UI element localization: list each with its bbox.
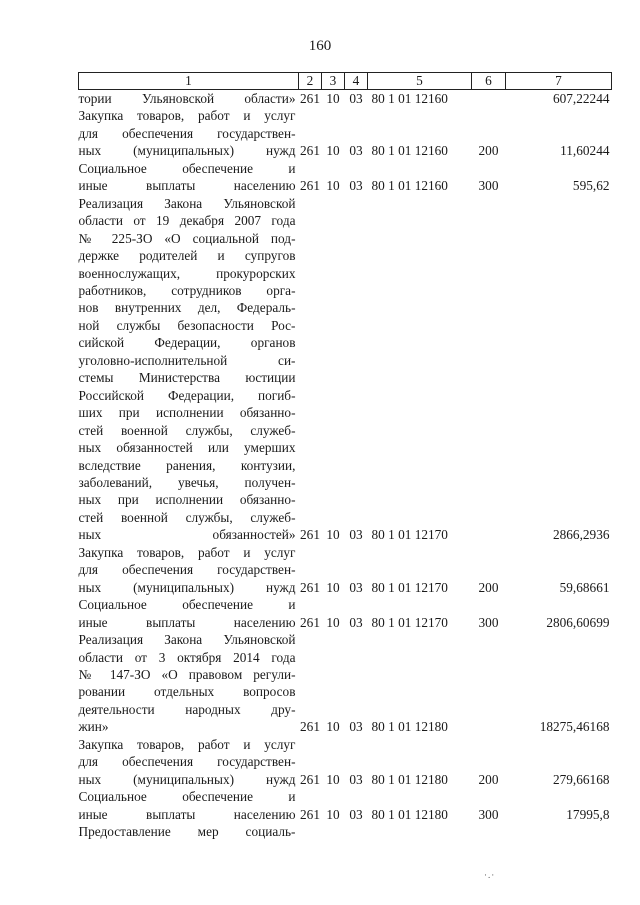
section-code: 10 <box>326 614 340 630</box>
section-code: 10 <box>326 143 340 159</box>
table-row <box>79 788 612 823</box>
expense-type-code <box>472 195 506 544</box>
target-item-code: 80 1 01 12170 <box>371 527 448 543</box>
subsection-code: 03 <box>349 614 363 630</box>
expense-type-code <box>472 823 506 840</box>
description-line: заболеваний, увечья, получен- <box>78 474 296 490</box>
header-col-7: 7 <box>506 73 612 90</box>
table-row <box>79 823 612 840</box>
description-line: ных при исполнении обязанно- <box>78 492 296 508</box>
subsection-code: 03 <box>349 91 363 106</box>
section-code: 10 <box>326 527 340 543</box>
description-line: № 225-ЗО «О социальной под- <box>78 230 296 246</box>
description-line: ровании отдельных вопросов <box>78 684 296 700</box>
description-line: области от 3 октября 2014 года <box>78 649 296 665</box>
table-header-row <box>79 73 612 90</box>
description-line: Социальное обеспечение и <box>78 597 296 613</box>
admin-code: 261 <box>300 806 320 822</box>
target-item-code: 80 1 01 12160 <box>371 178 448 194</box>
row-description <box>79 788 299 823</box>
description-line: для обеспечения государствен- <box>78 754 296 770</box>
admin-code: 261 <box>300 614 320 630</box>
table-row <box>79 596 612 631</box>
description-line: вследствие ранения, контузии, <box>78 457 296 473</box>
subsection-code: 03 <box>349 771 363 787</box>
description-line: Социальное обеспечение и <box>78 789 296 805</box>
admin-code: 261 <box>300 771 320 787</box>
description-line: Предоставление мер социаль- <box>78 824 296 840</box>
row-description <box>79 160 299 195</box>
section-code: 10 <box>326 579 340 595</box>
target-item-code: 80 1 01 12160 <box>371 143 448 159</box>
description-line: иные выплаты населению <box>78 806 296 822</box>
target-item-code: 80 1 01 12180 <box>371 771 448 787</box>
description-line: Реализация Закона Ульяновской <box>78 632 296 648</box>
description-line: Социальное обеспечение и <box>78 160 296 176</box>
description-line: иные выплаты населению <box>78 614 296 630</box>
amount-value: 2806,60699 <box>546 614 610 630</box>
admin-code: 261 <box>300 579 320 595</box>
section-code: 10 <box>326 771 340 787</box>
amount-value: 11,60244 <box>560 143 610 159</box>
section-code: 10 <box>326 91 340 106</box>
description-line: ных обязанностей» <box>78 527 296 543</box>
section-code <box>322 823 345 840</box>
subsection-code <box>345 823 368 840</box>
description-line: стей военной службы, служеб- <box>78 509 296 525</box>
row-description <box>79 736 299 788</box>
row-description <box>79 544 299 596</box>
expense-type-code: 300 <box>478 614 499 630</box>
header-col-1: 1 <box>79 73 299 90</box>
description-line: нов внутренних дел, Федераль- <box>78 300 296 316</box>
description-line: Реализация Закона Ульяновской <box>78 195 296 211</box>
description-line: для обеспечения государствен- <box>78 125 296 141</box>
page-number: 160 <box>308 38 332 54</box>
table-row <box>79 736 612 788</box>
description-line: № 147-ЗО «О правовом регули- <box>78 666 296 682</box>
admin-code: 261 <box>300 719 320 735</box>
amount-value: 18275,46168 <box>539 719 610 735</box>
row-description <box>79 195 299 544</box>
description-line: тории Ульяновской области» <box>78 91 296 106</box>
subsection-code: 03 <box>349 143 363 159</box>
row-description <box>79 90 299 108</box>
section-code: 10 <box>326 719 340 735</box>
description-line: жин» <box>78 719 109 735</box>
description-line: Закупка товаров, работ и услуг <box>78 736 296 752</box>
description-line: работников, сотрудников орга- <box>78 282 296 298</box>
subsection-code: 03 <box>349 527 363 543</box>
scan-speck: ·.· <box>484 870 496 880</box>
table-row <box>79 544 612 596</box>
expense-type-code: 200 <box>478 579 499 595</box>
target-item-code <box>368 823 472 840</box>
description-line: ной службы безопасности Рос- <box>78 317 296 333</box>
amount-value <box>506 823 612 840</box>
target-item-code: 80 1 01 12170 <box>371 579 448 595</box>
table-row <box>79 107 612 159</box>
amount-value: 279,66168 <box>552 771 610 787</box>
amount-value: 2866,2936 <box>552 527 610 543</box>
description-line: стей военной службы, служеб- <box>78 422 296 438</box>
description-line: ших при исполнении обязанно- <box>78 405 296 421</box>
description-line: стемы Министерства юстиции <box>78 370 296 386</box>
expense-type-code: 200 <box>478 143 499 159</box>
subsection-code: 03 <box>349 178 363 194</box>
description-line: уголовно-исполнительной си- <box>78 352 296 368</box>
target-item-code: 80 1 01 12160 <box>371 91 448 106</box>
expense-type-code: 200 <box>478 771 499 787</box>
description-line: ных (муниципальных) нужд <box>78 771 296 787</box>
description-line: Закупка товаров, работ и услуг <box>78 544 296 560</box>
table-body <box>79 90 612 841</box>
header-col-4: 4 <box>345 73 368 90</box>
amount-value: 59,68661 <box>559 579 610 595</box>
description-line: иные выплаты населению <box>78 178 296 194</box>
target-item-code: 80 1 01 12180 <box>371 719 448 735</box>
amount-value: 595,62 <box>572 178 610 194</box>
amount-value: 17995,8 <box>566 806 610 822</box>
admin-code: 261 <box>300 91 320 106</box>
expense-type-code: 300 <box>478 178 499 194</box>
subsection-code: 03 <box>349 719 363 735</box>
subsection-code: 03 <box>349 579 363 595</box>
description-line: Закупка товаров, работ и услуг <box>78 108 296 124</box>
description-line: военнослужащих, прокурорских <box>78 265 296 281</box>
description-line: ных (муниципальных) нужд <box>78 579 296 595</box>
table-row <box>79 160 612 195</box>
description-line: деятельности народных дру- <box>78 701 296 717</box>
description-line: Российской Федерации, погиб- <box>78 387 296 403</box>
admin-code: 261 <box>300 178 320 194</box>
table-row <box>79 195 612 544</box>
header-col-2: 2 <box>299 73 322 90</box>
target-item-code: 80 1 01 12180 <box>371 806 448 822</box>
description-line: ных (муниципальных) нужд <box>78 143 296 159</box>
admin-code <box>299 823 322 840</box>
header-col-5: 5 <box>368 73 472 90</box>
expense-type-code <box>472 90 506 108</box>
description-line: сийской Федерации, органов <box>78 335 296 351</box>
header-col-6: 6 <box>472 73 506 90</box>
row-description <box>79 823 299 840</box>
table-row <box>79 631 612 736</box>
budget-table <box>78 72 612 840</box>
row-description <box>79 631 299 736</box>
row-description <box>79 107 299 159</box>
section-code: 10 <box>326 806 340 822</box>
description-line: ных обязанностей или умерших <box>78 440 296 456</box>
table-row <box>79 90 612 108</box>
row-description <box>79 596 299 631</box>
admin-code: 261 <box>300 143 320 159</box>
description-line: для обеспечения государствен- <box>78 562 296 578</box>
section-code: 10 <box>326 178 340 194</box>
expense-type-code <box>472 631 506 736</box>
subsection-code: 03 <box>349 806 363 822</box>
admin-code: 261 <box>300 527 320 543</box>
header-col-3: 3 <box>322 73 345 90</box>
description-line: держке родителей и супругов <box>78 248 296 264</box>
target-item-code: 80 1 01 12170 <box>371 614 448 630</box>
description-line: области от 19 декабря 2007 года <box>78 213 296 229</box>
expense-type-code: 300 <box>478 806 499 822</box>
amount-value: 607,22244 <box>552 91 610 106</box>
